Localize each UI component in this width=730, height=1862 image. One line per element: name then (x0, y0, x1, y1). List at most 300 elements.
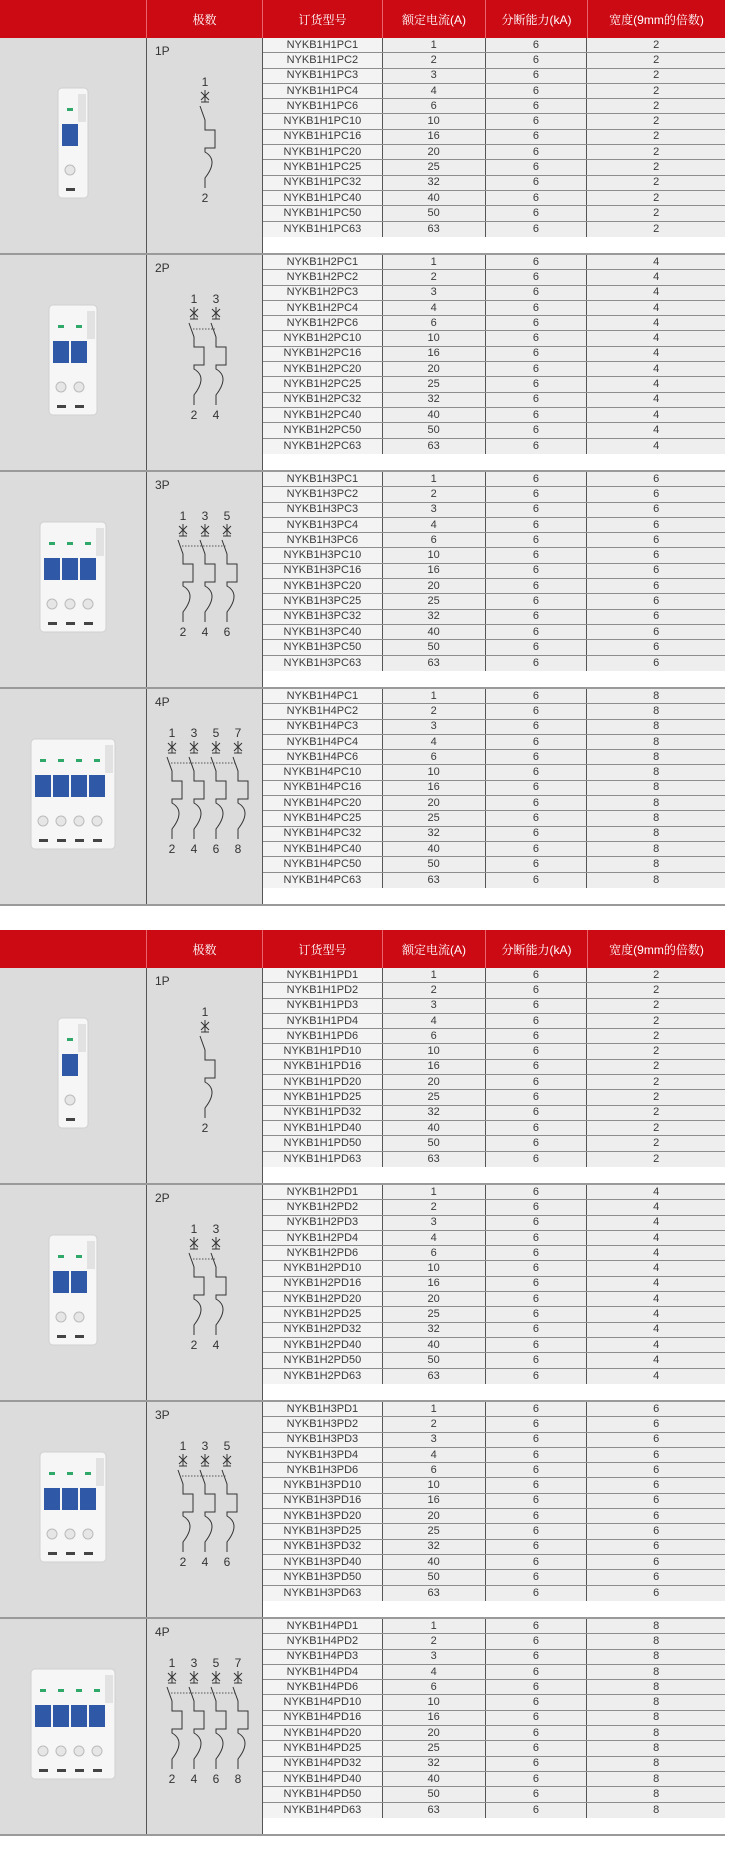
rated-current-cell: 25 (382, 1307, 485, 1321)
table-row (263, 1277, 725, 1292)
terminal-bottom-label: 6 (223, 1555, 231, 1569)
circuit-symbol-icon (147, 968, 263, 1178)
rated-current-cell: 32 (382, 393, 485, 407)
breaking-capacity-cell: 6 (485, 1060, 587, 1074)
header-width: 宽度(9mm的倍数) (587, 0, 725, 38)
pole-section-4p (0, 689, 725, 906)
terminal-bottom-label: 8 (234, 1772, 242, 1786)
terminal-top-label: 3 (212, 1222, 220, 1236)
model-cell: NYKB1H4PD32 (263, 1757, 382, 1771)
model-cell: NYKB1H4PD3 (263, 1650, 382, 1664)
table-row (263, 1231, 725, 1246)
model-cell: NYKB1H2PC16 (263, 347, 382, 361)
rated-current-cell: 63 (382, 1152, 485, 1167)
width-cell: 2 (586, 176, 725, 190)
model-cell: NYKB1H1PD40 (263, 1121, 382, 1135)
table-row (263, 145, 725, 160)
width-cell: 6 (586, 1555, 725, 1569)
header-rated-current: 额定电流(A) (382, 930, 485, 968)
model-cell: NYKB1H1PC2 (263, 53, 382, 67)
width-cell: 2 (586, 222, 725, 237)
terminal-top-label: 5 (223, 1439, 231, 1453)
rated-current-cell: 20 (382, 1292, 485, 1306)
table-row (263, 1741, 725, 1756)
rated-current-cell: 6 (382, 99, 485, 113)
rated-current-cell: 25 (382, 1741, 485, 1755)
header-width: 宽度(9mm的倍数) (587, 930, 725, 968)
product-image-cell (0, 968, 146, 1183)
breaking-capacity-cell: 6 (485, 533, 587, 547)
breaking-capacity-cell: 6 (485, 191, 587, 205)
table-row (263, 1075, 725, 1090)
width-cell: 6 (586, 1540, 725, 1554)
rated-current-cell: 50 (382, 206, 485, 220)
rated-current-cell: 40 (382, 1338, 485, 1352)
breaking-capacity-cell: 6 (485, 1136, 587, 1150)
header-poles: 极数 (146, 930, 262, 968)
breaking-capacity-cell: 6 (485, 1586, 587, 1601)
spec-table-d-curve (0, 930, 725, 1836)
width-cell: 8 (586, 1726, 725, 1740)
breaking-capacity-cell: 6 (485, 377, 587, 391)
breaking-capacity-cell: 6 (485, 1787, 587, 1801)
terminal-top-label: 7 (234, 1656, 242, 1670)
breaker-photo (0, 1185, 146, 1395)
width-cell: 4 (586, 1185, 725, 1199)
breaking-capacity-cell: 6 (485, 827, 587, 841)
width-cell: 8 (586, 704, 725, 718)
table-row (263, 610, 725, 625)
breaking-capacity-cell: 6 (485, 1433, 587, 1447)
width-cell: 8 (586, 827, 725, 841)
rated-current-cell: 25 (382, 811, 485, 825)
breaking-capacity-cell: 6 (485, 286, 587, 300)
table-row (263, 270, 725, 285)
breaker-handle (35, 775, 51, 797)
terminal-top-label: 1 (190, 1222, 198, 1236)
model-cell: NYKB1H3PD6 (263, 1463, 382, 1477)
poles-label: 2P (155, 261, 170, 275)
breaking-capacity-cell: 6 (485, 176, 587, 190)
rated-current-cell: 20 (382, 362, 485, 376)
width-cell: 2 (586, 53, 725, 67)
model-cell: NYKB1H2PD16 (263, 1277, 382, 1291)
breaking-capacity-cell: 6 (485, 1478, 587, 1492)
breaking-capacity-cell: 6 (485, 1307, 587, 1321)
breaking-capacity-cell: 6 (485, 160, 587, 174)
model-cell: NYKB1H1PC1 (263, 38, 382, 52)
rated-current-cell: 25 (382, 594, 485, 608)
table-row (263, 1338, 725, 1353)
model-cell: NYKB1H1PC16 (263, 130, 382, 144)
rated-current-cell: 16 (382, 1277, 485, 1291)
model-cell: NYKB1H1PD10 (263, 1044, 382, 1058)
rated-current-cell: 63 (382, 873, 485, 888)
model-cell: NYKB1H3PD25 (263, 1524, 382, 1538)
terminal-top-label: 1 (179, 509, 187, 523)
rows-group (262, 1402, 725, 1617)
rated-current-cell: 16 (382, 781, 485, 795)
table-row (263, 1711, 725, 1726)
width-cell: 4 (586, 301, 725, 315)
width-cell: 4 (586, 1323, 725, 1337)
terminal-top-label: 5 (212, 1656, 220, 1670)
terminal-bottom-label: 2 (190, 408, 198, 422)
breaking-capacity-cell: 6 (485, 487, 587, 501)
breaking-capacity-cell: 6 (485, 472, 587, 486)
width-cell: 6 (586, 503, 725, 517)
breaking-capacity-cell: 6 (485, 873, 587, 888)
breaking-capacity-cell: 6 (485, 69, 587, 83)
model-cell: NYKB1H4PD40 (263, 1772, 382, 1786)
rated-current-cell: 20 (382, 1726, 485, 1740)
width-cell: 2 (586, 983, 725, 997)
width-cell: 8 (586, 765, 725, 779)
model-cell: NYKB1H4PC10 (263, 765, 382, 779)
table-row (263, 735, 725, 750)
rated-current-cell: 40 (382, 625, 485, 639)
terminal-top-label: 1 (168, 726, 176, 740)
table-row (263, 1726, 725, 1741)
circuit-symbol-icon (147, 1402, 263, 1612)
table-row (263, 1757, 725, 1772)
terminal-top-label: 1 (179, 1439, 187, 1453)
width-cell: 8 (586, 1619, 725, 1633)
model-cell: NYKB1H2PC40 (263, 408, 382, 422)
rated-current-cell: 16 (382, 564, 485, 578)
rated-current-cell: 6 (382, 316, 485, 330)
header-image (0, 0, 146, 38)
table-row (263, 720, 725, 735)
table-row (263, 827, 725, 842)
table-row (263, 1121, 725, 1136)
model-cell: NYKB1H1PC40 (263, 191, 382, 205)
model-cell: NYKB1H2PD2 (263, 1200, 382, 1214)
breaking-capacity-cell: 6 (485, 1261, 587, 1275)
table-row (263, 347, 725, 362)
rated-current-cell: 32 (382, 827, 485, 841)
breaking-capacity-cell: 6 (485, 1741, 587, 1755)
breaking-capacity-cell: 6 (485, 689, 587, 703)
breaking-capacity-cell: 6 (485, 1540, 587, 1554)
breaking-capacity-cell: 6 (485, 1090, 587, 1104)
breaking-capacity-cell: 6 (485, 1338, 587, 1352)
pole-section-2p (0, 255, 725, 472)
breaker-handle (62, 1054, 78, 1076)
width-cell: 4 (586, 1216, 725, 1230)
model-cell: NYKB1H3PD50 (263, 1570, 382, 1584)
table-row (263, 222, 725, 237)
rated-current-cell: 20 (382, 145, 485, 159)
terminal-bottom-label: 4 (190, 1772, 198, 1786)
width-cell: 6 (586, 1478, 725, 1492)
table-row (263, 1261, 725, 1276)
width-cell: 2 (586, 1075, 725, 1089)
header-image (0, 930, 146, 968)
table-row (263, 286, 725, 301)
product-image-cell (0, 255, 146, 470)
width-cell: 4 (586, 1261, 725, 1275)
width-cell: 8 (586, 781, 725, 795)
rated-current-cell: 1 (382, 1402, 485, 1416)
width-cell: 8 (586, 750, 725, 764)
table-row (263, 1029, 725, 1044)
model-cell: NYKB1H2PD20 (263, 1292, 382, 1306)
model-cell: NYKB1H2PD63 (263, 1369, 382, 1384)
model-cell: NYKB1H3PD1 (263, 1402, 382, 1416)
model-cell: NYKB1H2PD6 (263, 1246, 382, 1260)
model-cell: NYKB1H3PC10 (263, 548, 382, 562)
table-row (263, 1695, 725, 1710)
table-row (263, 1369, 725, 1384)
rated-current-cell: 25 (382, 160, 485, 174)
width-cell: 6 (586, 564, 725, 578)
terminal-top-label: 1 (168, 1656, 176, 1670)
pole-section-2p (0, 1185, 725, 1402)
table-row (263, 533, 725, 548)
breaking-capacity-cell: 6 (485, 1772, 587, 1786)
rated-current-cell: 63 (382, 656, 485, 671)
model-cell: NYKB1H2PC10 (263, 331, 382, 345)
breaking-capacity-cell: 6 (485, 393, 587, 407)
terminal-top-label: 3 (201, 509, 209, 523)
model-cell: NYKB1H2PC32 (263, 393, 382, 407)
model-cell: NYKB1H4PD2 (263, 1634, 382, 1648)
rated-current-cell: 63 (382, 1369, 485, 1384)
rated-current-cell: 10 (382, 765, 485, 779)
model-cell: NYKB1H3PD4 (263, 1448, 382, 1462)
width-cell: 2 (586, 69, 725, 83)
breaking-capacity-cell: 6 (485, 656, 587, 671)
model-cell: NYKB1H2PD32 (263, 1323, 382, 1337)
table-row (263, 781, 725, 796)
breaking-capacity-cell: 6 (485, 842, 587, 856)
breaking-capacity-cell: 6 (485, 1757, 587, 1771)
breaking-capacity-cell: 6 (485, 408, 587, 422)
breaking-capacity-cell: 6 (485, 857, 587, 871)
rated-current-cell: 16 (382, 1494, 485, 1508)
width-cell: 4 (586, 255, 725, 269)
width-cell: 2 (586, 999, 725, 1013)
width-cell: 2 (586, 1029, 725, 1043)
table-row (263, 1570, 725, 1585)
rated-current-cell: 32 (382, 1106, 485, 1120)
width-cell: 4 (586, 1246, 725, 1260)
terminal-top-label: 3 (201, 1439, 209, 1453)
terminal-bottom-label: 4 (201, 625, 209, 639)
rated-current-cell: 40 (382, 408, 485, 422)
breaking-capacity-cell: 6 (485, 1402, 587, 1416)
breaker-handle (53, 1271, 69, 1293)
table-row (263, 873, 725, 888)
table-row (263, 316, 725, 331)
breaking-capacity-cell: 6 (485, 316, 587, 330)
width-cell: 4 (586, 1369, 725, 1384)
model-cell: NYKB1H2PC1 (263, 255, 382, 269)
breaking-capacity-cell: 6 (485, 301, 587, 315)
width-cell: 2 (586, 130, 725, 144)
breaking-capacity-cell: 6 (485, 811, 587, 825)
width-cell: 8 (586, 796, 725, 810)
rated-current-cell: 3 (382, 1433, 485, 1447)
rated-current-cell: 10 (382, 331, 485, 345)
table-row (263, 1417, 725, 1432)
width-cell: 2 (586, 968, 725, 982)
model-cell: NYKB1H3PC50 (263, 640, 382, 654)
model-cell: NYKB1H1PD32 (263, 1106, 382, 1120)
width-cell: 4 (586, 1307, 725, 1321)
width-cell: 6 (586, 610, 725, 624)
breaking-capacity-cell: 6 (485, 1277, 587, 1291)
rated-current-cell: 40 (382, 842, 485, 856)
rated-current-cell: 3 (382, 999, 485, 1013)
rows-group (262, 968, 725, 1183)
width-cell: 4 (586, 1292, 725, 1306)
circuit-symbol-icon (147, 255, 263, 465)
model-cell: NYKB1H3PD16 (263, 1494, 382, 1508)
terminal-bottom-label: 2 (201, 191, 209, 205)
model-cell: NYKB1H1PD2 (263, 983, 382, 997)
breaker-handle (53, 775, 69, 797)
header-model: 订货型号 (262, 0, 382, 38)
model-cell: NYKB1H4PC2 (263, 704, 382, 718)
table-row (263, 765, 725, 780)
terminal-top-label: 3 (190, 726, 198, 740)
model-cell: NYKB1H1PC6 (263, 99, 382, 113)
model-cell: NYKB1H3PC3 (263, 503, 382, 517)
rated-current-cell: 2 (382, 983, 485, 997)
width-cell: 4 (586, 423, 725, 437)
width-cell: 2 (586, 191, 725, 205)
breaking-capacity-cell: 6 (485, 53, 587, 67)
width-cell: 2 (586, 1121, 725, 1135)
poles-cell (146, 968, 262, 1183)
model-cell: NYKB1H2PC25 (263, 377, 382, 391)
terminal-bottom-label: 8 (234, 842, 242, 856)
table-row (263, 1586, 725, 1601)
breaking-capacity-cell: 6 (485, 99, 587, 113)
poles-label: 1P (155, 44, 170, 58)
model-cell: NYKB1H3PC2 (263, 487, 382, 501)
table-row (263, 811, 725, 826)
breaking-capacity-cell: 6 (485, 206, 587, 220)
model-cell: NYKB1H4PD63 (263, 1803, 382, 1818)
header-model: 订货型号 (262, 930, 382, 968)
width-cell: 2 (586, 1106, 725, 1120)
rated-current-cell: 2 (382, 53, 485, 67)
model-cell: NYKB1H2PC50 (263, 423, 382, 437)
header-rated-current: 额定电流(A) (382, 0, 485, 38)
rated-current-cell: 32 (382, 176, 485, 190)
width-cell: 6 (586, 1586, 725, 1601)
table-row (263, 1555, 725, 1570)
breaking-capacity-cell: 6 (485, 781, 587, 795)
model-cell: NYKB1H1PC3 (263, 69, 382, 83)
width-cell: 6 (586, 1433, 725, 1447)
width-cell: 4 (586, 347, 725, 361)
model-cell: NYKB1H4PC32 (263, 827, 382, 841)
rated-current-cell: 6 (382, 1029, 485, 1043)
table-row (263, 114, 725, 129)
table-row (263, 1106, 725, 1121)
model-cell: NYKB1H1PC25 (263, 160, 382, 174)
spec-table-c-curve (0, 0, 725, 906)
rated-current-cell: 1 (382, 689, 485, 703)
table-row (263, 796, 725, 811)
width-cell: 8 (586, 857, 725, 871)
width-cell: 8 (586, 735, 725, 749)
width-cell: 8 (586, 1757, 725, 1771)
width-cell: 8 (586, 1695, 725, 1709)
width-cell: 4 (586, 1200, 725, 1214)
model-cell: NYKB1H3PD63 (263, 1586, 382, 1601)
width-cell: 6 (586, 1417, 725, 1431)
table-row (263, 1494, 725, 1509)
circuit-symbol-icon (147, 689, 263, 899)
width-cell: 6 (586, 518, 725, 532)
breaker-photo (0, 689, 146, 899)
table-row (263, 255, 725, 270)
width-cell: 6 (586, 594, 725, 608)
pole-section-1p (0, 38, 725, 255)
model-cell: NYKB1H4PD1 (263, 1619, 382, 1633)
model-cell: NYKB1H3PC1 (263, 472, 382, 486)
model-cell: NYKB1H4PC25 (263, 811, 382, 825)
rated-current-cell: 1 (382, 472, 485, 486)
breaking-capacity-cell: 6 (485, 1231, 587, 1245)
width-cell: 8 (586, 873, 725, 888)
breaking-capacity-cell: 6 (485, 255, 587, 269)
breaking-capacity-cell: 6 (485, 362, 587, 376)
breaking-capacity-cell: 6 (485, 347, 587, 361)
breaking-capacity-cell: 6 (485, 1417, 587, 1431)
model-cell: NYKB1H2PD50 (263, 1353, 382, 1367)
width-cell: 8 (586, 1772, 725, 1786)
table-row (263, 968, 725, 983)
breaker-handle (62, 1488, 78, 1510)
breaking-capacity-cell: 6 (485, 983, 587, 997)
breaking-capacity-cell: 6 (485, 1695, 587, 1709)
breaker-handle (80, 558, 96, 580)
model-cell: NYKB1H4PD50 (263, 1787, 382, 1801)
model-cell: NYKB1H4PC50 (263, 857, 382, 871)
table-row (263, 1650, 725, 1665)
pole-section-1p (0, 968, 725, 1185)
model-cell: NYKB1H4PD25 (263, 1741, 382, 1755)
table-row (263, 579, 725, 594)
model-cell: NYKB1H3PD10 (263, 1478, 382, 1492)
model-cell: NYKB1H4PC20 (263, 796, 382, 810)
rated-current-cell: 32 (382, 1757, 485, 1771)
model-cell: NYKB1H1PC20 (263, 145, 382, 159)
breaking-capacity-cell: 6 (485, 999, 587, 1013)
terminal-bottom-label: 2 (179, 625, 187, 639)
rated-current-cell: 3 (382, 1650, 485, 1664)
rows-group (262, 38, 725, 253)
table-row (263, 408, 725, 423)
width-cell: 8 (586, 720, 725, 734)
width-cell: 4 (586, 286, 725, 300)
table-row (263, 983, 725, 998)
model-cell: NYKB1H1PC4 (263, 84, 382, 98)
model-cell: NYKB1H1PD20 (263, 1075, 382, 1089)
breaker-handle (35, 1705, 51, 1727)
breaker-handle (53, 341, 69, 363)
rated-current-cell: 16 (382, 1711, 485, 1725)
rated-current-cell: 50 (382, 640, 485, 654)
width-cell: 2 (586, 1090, 725, 1104)
circuit-symbol-icon (147, 38, 263, 248)
